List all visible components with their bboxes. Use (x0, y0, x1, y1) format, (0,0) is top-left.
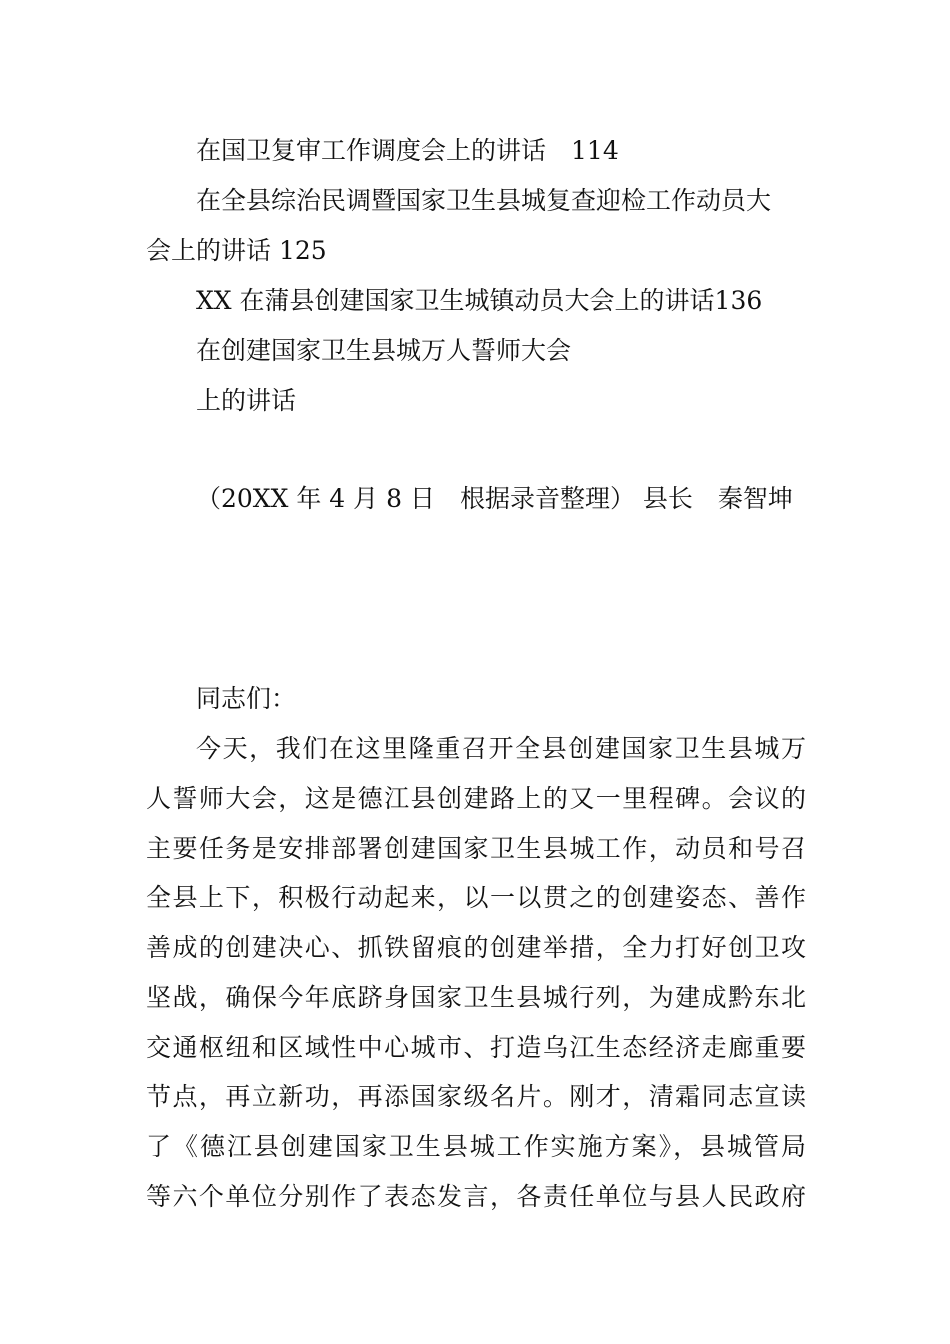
body-line: 节点，再立新功，再添国家级名片。刚才，清霜同志宣读 (146, 1082, 806, 1111)
body-line: 人誓师大会，这是德江县创建路上的又一里程碑。会议的 (146, 784, 806, 813)
body-line: 主要任务是安排部署创建国家卫生县城工作，动员和号召 (146, 834, 806, 863)
body-line: 善成的创建决心、抓铁留痕的创建举措，全力打好创卫攻 (146, 933, 806, 962)
toc-item-3: XX 在蒲县创建国家卫生城镇动员大会上的讲话136 (196, 286, 763, 315)
body-line: 等六个单位分别作了表态发言，各责任单位与县人民政府 (146, 1182, 806, 1211)
toc-item-2-line-1: 在全县综治民调暨国家卫生县城复查迎检工作动员大 (196, 186, 772, 215)
speech-byline: （20XX 年 4 月 8 日 根据录音整理） 县长 秦智坤 (196, 484, 793, 513)
body-line: 全县上下，积极行动起来，以一以贯之的创建姿态、善作 (146, 883, 806, 912)
body-line: 今天，我们在这里隆重召开全县创建国家卫生县城万 (196, 734, 806, 763)
body-line: 坚战，确保今年底跻身国家卫生县城行列，为建成黔东北 (146, 983, 806, 1012)
salutation: 同志们： (196, 684, 297, 713)
body-line: 交通枢纽和区域性中心城市、打造乌江生态经济走廊重要 (146, 1033, 806, 1062)
speech-title-line-1: 在创建国家卫生县城万人誓师大会 (196, 336, 572, 365)
toc-item-1: 在国卫复审工作调度会上的讲话 114 (196, 136, 619, 165)
speech-title-line-2: 上的讲话 (196, 386, 297, 415)
body-line: 了《德江县创建国家卫生县城工作实施方案》，县城管局 (146, 1132, 806, 1161)
toc-item-2-line-2: 会上的讲话 125 (146, 236, 327, 265)
